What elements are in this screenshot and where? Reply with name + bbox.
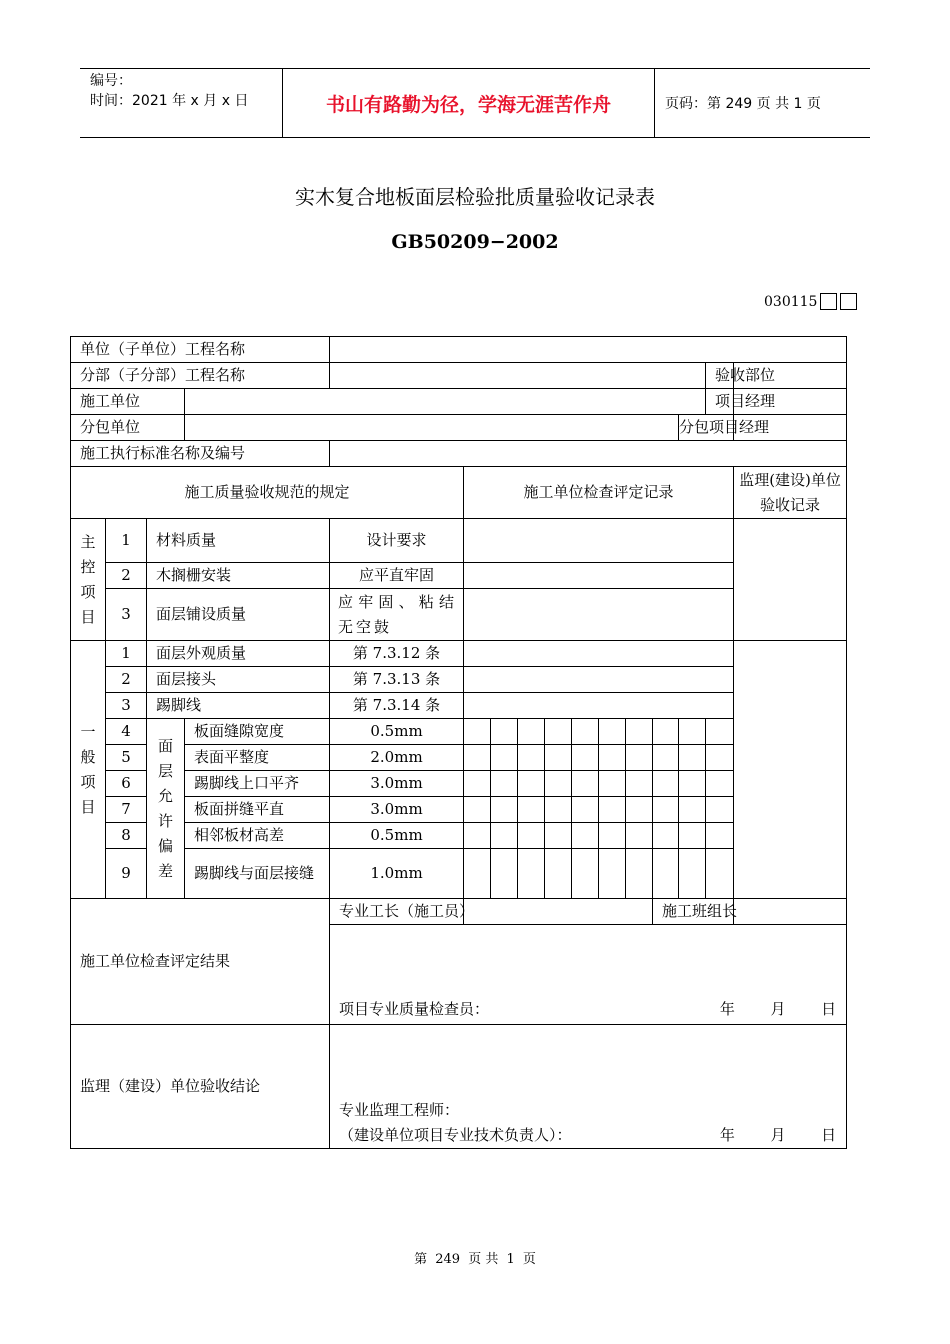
result-month: 月 bbox=[770, 1000, 786, 1018]
measure-cell[interactable] bbox=[599, 745, 626, 771]
main-item-name: 木搁栅安装 bbox=[147, 563, 330, 589]
measure-cell[interactable] bbox=[491, 719, 518, 745]
footer-total: 1 bbox=[506, 1252, 515, 1267]
main-item-requirement: 设计要求 bbox=[330, 519, 464, 563]
form-code-box-2[interactable] bbox=[840, 293, 857, 310]
tolerance-requirement: 0.5mm bbox=[330, 823, 464, 849]
subcontract-unit-field[interactable] bbox=[185, 415, 679, 441]
main-item-check[interactable] bbox=[464, 589, 734, 641]
general-item-check[interactable] bbox=[464, 693, 734, 719]
measure-cell[interactable] bbox=[491, 797, 518, 823]
main-item-requirement: 应平直牢固 bbox=[330, 563, 464, 589]
page-title: 实木复合地板面层检验批质量验收记录表 bbox=[295, 185, 655, 209]
general-item-requirement: 第 7.3.12 条 bbox=[330, 641, 464, 667]
tolerance-requirement: 1.0mm bbox=[330, 849, 464, 899]
general-row bbox=[71, 641, 847, 667]
main-control-label-text: 主控项目 bbox=[80, 532, 96, 626]
measure-cell[interactable] bbox=[518, 745, 545, 771]
measure-cell[interactable] bbox=[491, 849, 518, 899]
measure-cell[interactable] bbox=[626, 745, 653, 771]
conclusion-sign-area[interactable] bbox=[330, 1025, 847, 1149]
footer-suffix: 页 bbox=[522, 1252, 536, 1267]
measure-cell[interactable] bbox=[599, 797, 626, 823]
measure-cell[interactable] bbox=[545, 719, 572, 745]
measure-cell[interactable] bbox=[599, 849, 626, 899]
general-item-check[interactable] bbox=[464, 641, 734, 667]
conclusion-month: 月 bbox=[770, 1126, 786, 1144]
conclusion-row bbox=[71, 1025, 847, 1149]
main-control-label bbox=[71, 519, 106, 641]
result-sign-line bbox=[339, 997, 846, 1022]
foreman-field[interactable] bbox=[464, 899, 653, 925]
general-item-name: 踢脚线 bbox=[147, 693, 330, 719]
measure-cell[interactable] bbox=[679, 823, 706, 849]
measure-cell[interactable] bbox=[706, 797, 734, 823]
info-row bbox=[71, 389, 847, 415]
acceptance-part-label: 验收部位 bbox=[706, 363, 734, 389]
result-row bbox=[71, 899, 847, 925]
footer-prefix: 第 bbox=[414, 1252, 428, 1267]
general-item-check[interactable] bbox=[464, 667, 734, 693]
date-label: 时间：2021 年 x 月 x 日 bbox=[90, 93, 249, 109]
measure-cell[interactable] bbox=[679, 797, 706, 823]
tolerance-no: 4 bbox=[106, 719, 147, 745]
info-row bbox=[71, 363, 847, 389]
main-control-row bbox=[71, 589, 847, 641]
general-label bbox=[71, 641, 106, 899]
tolerance-row bbox=[71, 771, 847, 797]
conclusion-year: 年 bbox=[719, 1126, 735, 1144]
main-control-supervision[interactable] bbox=[734, 519, 847, 641]
measure-cell[interactable] bbox=[599, 719, 626, 745]
project-manager-label: 项目经理 bbox=[706, 389, 734, 415]
measure-cell[interactable] bbox=[679, 745, 706, 771]
measure-cell[interactable] bbox=[518, 719, 545, 745]
measure-cell[interactable] bbox=[599, 823, 626, 849]
measure-cell[interactable] bbox=[706, 823, 734, 849]
tolerance-row bbox=[71, 745, 847, 771]
owner-rep-label: （建设单位项目专业技术负责人）： bbox=[339, 1126, 572, 1144]
measure-cell[interactable] bbox=[653, 719, 679, 745]
measure-cell[interactable] bbox=[545, 745, 572, 771]
measure-cell[interactable] bbox=[599, 771, 626, 797]
acceptance-record-table bbox=[70, 336, 847, 1149]
result-sign-area[interactable] bbox=[330, 925, 847, 1025]
measure-cell[interactable] bbox=[464, 849, 491, 899]
tolerance-no: 8 bbox=[106, 823, 147, 849]
measure-cell[interactable] bbox=[626, 849, 653, 899]
measure-cell[interactable] bbox=[653, 797, 679, 823]
measure-cell[interactable] bbox=[706, 745, 734, 771]
measure-cell[interactable] bbox=[464, 771, 491, 797]
result-label: 施工单位检查评定结果 bbox=[71, 899, 330, 1025]
tolerance-name: 踢脚线上口平齐 bbox=[185, 771, 330, 797]
unit-project-name-field[interactable] bbox=[330, 337, 847, 363]
tolerance-requirement: 0.5mm bbox=[330, 719, 464, 745]
foreman-label: 专业工长（施工员） bbox=[330, 899, 464, 925]
tolerance-no: 9 bbox=[106, 849, 147, 899]
measure-cell[interactable] bbox=[518, 771, 545, 797]
tolerance-name: 踢脚线与面层接缝 bbox=[185, 849, 330, 899]
measure-cell[interactable] bbox=[679, 849, 706, 899]
measure-cell[interactable] bbox=[679, 771, 706, 797]
tolerance-name: 板面缝隙宽度 bbox=[185, 719, 330, 745]
form-code bbox=[764, 293, 857, 310]
measure-cell[interactable] bbox=[491, 771, 518, 797]
unit-project-name-label: 单位（子单位）工程名称 bbox=[71, 337, 330, 363]
main-control-row bbox=[71, 519, 847, 563]
tolerance-name: 板面拼缝平直 bbox=[185, 797, 330, 823]
info-row bbox=[71, 441, 847, 467]
team-leader-label: 施工班组长 bbox=[653, 899, 734, 925]
footer-page-number: 249 bbox=[435, 1252, 461, 1267]
main-item-check[interactable] bbox=[464, 563, 734, 589]
measure-cell[interactable] bbox=[491, 745, 518, 771]
number-label: 编号： bbox=[90, 73, 132, 89]
measure-cell[interactable] bbox=[518, 849, 545, 899]
general-supervision[interactable] bbox=[734, 641, 847, 899]
measure-cell[interactable] bbox=[572, 771, 599, 797]
measure-cell[interactable] bbox=[518, 823, 545, 849]
document-header bbox=[80, 68, 870, 138]
tolerance-row bbox=[71, 849, 847, 899]
measure-cell[interactable] bbox=[706, 771, 734, 797]
measure-cell[interactable] bbox=[464, 823, 491, 849]
construction-unit-field[interactable] bbox=[185, 389, 706, 415]
spec-header: 施工质量验收规范的规定 bbox=[71, 467, 464, 519]
main-control-row bbox=[71, 563, 847, 589]
measure-cell[interactable] bbox=[626, 771, 653, 797]
measure-cell[interactable] bbox=[545, 823, 572, 849]
result-day: 日 bbox=[821, 1000, 837, 1018]
header-page-label: 页码：第 249 页 共 1 页 bbox=[665, 96, 821, 112]
standard-code: GB50209−2002 bbox=[391, 231, 559, 253]
measure-cell[interactable] bbox=[653, 771, 679, 797]
general-row bbox=[71, 667, 847, 693]
standard-name-field[interactable] bbox=[330, 441, 847, 467]
general-item-name: 面层接头 bbox=[147, 667, 330, 693]
tolerance-requirement: 2.0mm bbox=[330, 745, 464, 771]
measure-cell[interactable] bbox=[491, 823, 518, 849]
general-item-requirement: 第 7.3.13 条 bbox=[330, 667, 464, 693]
header-motto: 书山有路勤为径，学海无涯苦作舟 bbox=[282, 69, 655, 137]
measure-cell[interactable] bbox=[545, 797, 572, 823]
measure-cell[interactable] bbox=[572, 745, 599, 771]
general-item-no: 1 bbox=[106, 641, 147, 667]
tolerance-requirement: 3.0mm bbox=[330, 797, 464, 823]
general-item-no: 2 bbox=[106, 667, 147, 693]
engineer-label: 专业监理工程师： bbox=[339, 1101, 460, 1119]
conclusion-label: 监理（建设）单位验收结论 bbox=[71, 1025, 330, 1149]
conclusion-date bbox=[720, 1123, 846, 1148]
measure-cell[interactable] bbox=[679, 719, 706, 745]
tolerance-no: 6 bbox=[106, 771, 147, 797]
measure-cell[interactable] bbox=[653, 745, 679, 771]
measure-cell[interactable] bbox=[626, 823, 653, 849]
result-date bbox=[720, 997, 846, 1022]
subcontract-unit-label: 分包单位 bbox=[71, 415, 185, 441]
sub-project-name-label: 分部（子分部）工程名称 bbox=[71, 363, 330, 389]
conclusion-day: 日 bbox=[821, 1126, 837, 1144]
construction-unit-label: 施工单位 bbox=[71, 389, 185, 415]
form-code-box-1[interactable] bbox=[820, 293, 837, 310]
measure-cell[interactable] bbox=[545, 771, 572, 797]
sub-project-name-field[interactable] bbox=[330, 363, 706, 389]
main-item-no: 3 bbox=[106, 589, 147, 641]
column-header-row bbox=[71, 467, 847, 519]
measure-cell[interactable] bbox=[706, 719, 734, 745]
tolerance-requirement: 3.0mm bbox=[330, 771, 464, 797]
measure-cell[interactable] bbox=[518, 797, 545, 823]
measure-cell[interactable] bbox=[653, 823, 679, 849]
measure-cell[interactable] bbox=[572, 849, 599, 899]
supervision-header: 监理(建设)单位验收记录 bbox=[734, 467, 847, 519]
info-row bbox=[71, 415, 847, 441]
tolerance-no: 7 bbox=[106, 797, 147, 823]
general-item-requirement: 第 7.3.14 条 bbox=[330, 693, 464, 719]
general-item-name: 面层外观质量 bbox=[147, 641, 330, 667]
form-code-number: 030115 bbox=[764, 293, 818, 310]
measure-cell[interactable] bbox=[626, 797, 653, 823]
check-record-header: 施工单位检查评定记录 bbox=[464, 467, 734, 519]
main-item-no: 2 bbox=[106, 563, 147, 589]
measure-cell[interactable] bbox=[653, 849, 679, 899]
measure-cell[interactable] bbox=[464, 719, 491, 745]
result-year: 年 bbox=[719, 1000, 735, 1018]
standard-name-label: 施工执行标准名称及编号 bbox=[71, 441, 330, 467]
measure-cell[interactable] bbox=[464, 745, 491, 771]
general-row bbox=[71, 693, 847, 719]
measure-cell[interactable] bbox=[572, 823, 599, 849]
inspector-label: 项目专业质量检查员： bbox=[339, 1000, 490, 1018]
subcontract-manager-label: 分包项目经理 bbox=[679, 415, 734, 441]
tolerance-name: 相邻板材高差 bbox=[185, 823, 330, 849]
team-leader-field[interactable] bbox=[734, 899, 847, 925]
main-item-requirement: 应牢固、粘结无空鼓 bbox=[330, 589, 464, 641]
measure-cell[interactable] bbox=[572, 719, 599, 745]
tolerance-row bbox=[71, 719, 847, 745]
tolerance-name: 表面平整度 bbox=[185, 745, 330, 771]
page-footer bbox=[0, 1248, 950, 1267]
header-meta bbox=[80, 69, 282, 137]
footer-mid: 页 共 bbox=[468, 1252, 499, 1267]
info-row bbox=[71, 337, 847, 363]
measure-cell[interactable] bbox=[572, 797, 599, 823]
tolerance-row bbox=[71, 797, 847, 823]
main-item-no: 1 bbox=[106, 519, 147, 563]
main-item-name: 面层铺设质量 bbox=[147, 589, 330, 641]
tolerance-row bbox=[71, 823, 847, 849]
tolerance-group-label bbox=[147, 719, 185, 899]
general-item-no: 3 bbox=[106, 693, 147, 719]
conclusion-sign-line bbox=[339, 1123, 846, 1148]
main-item-name: 材料质量 bbox=[147, 519, 330, 563]
measure-cell[interactable] bbox=[464, 797, 491, 823]
tolerance-no: 5 bbox=[106, 745, 147, 771]
general-label-text: 一般项目 bbox=[80, 722, 96, 816]
main-item-check[interactable] bbox=[464, 519, 734, 563]
measure-cell[interactable] bbox=[706, 849, 734, 899]
tolerance-group-label-text: 面层允许偏差 bbox=[157, 736, 173, 880]
measure-cell[interactable] bbox=[626, 719, 653, 745]
measure-cell[interactable] bbox=[545, 849, 572, 899]
